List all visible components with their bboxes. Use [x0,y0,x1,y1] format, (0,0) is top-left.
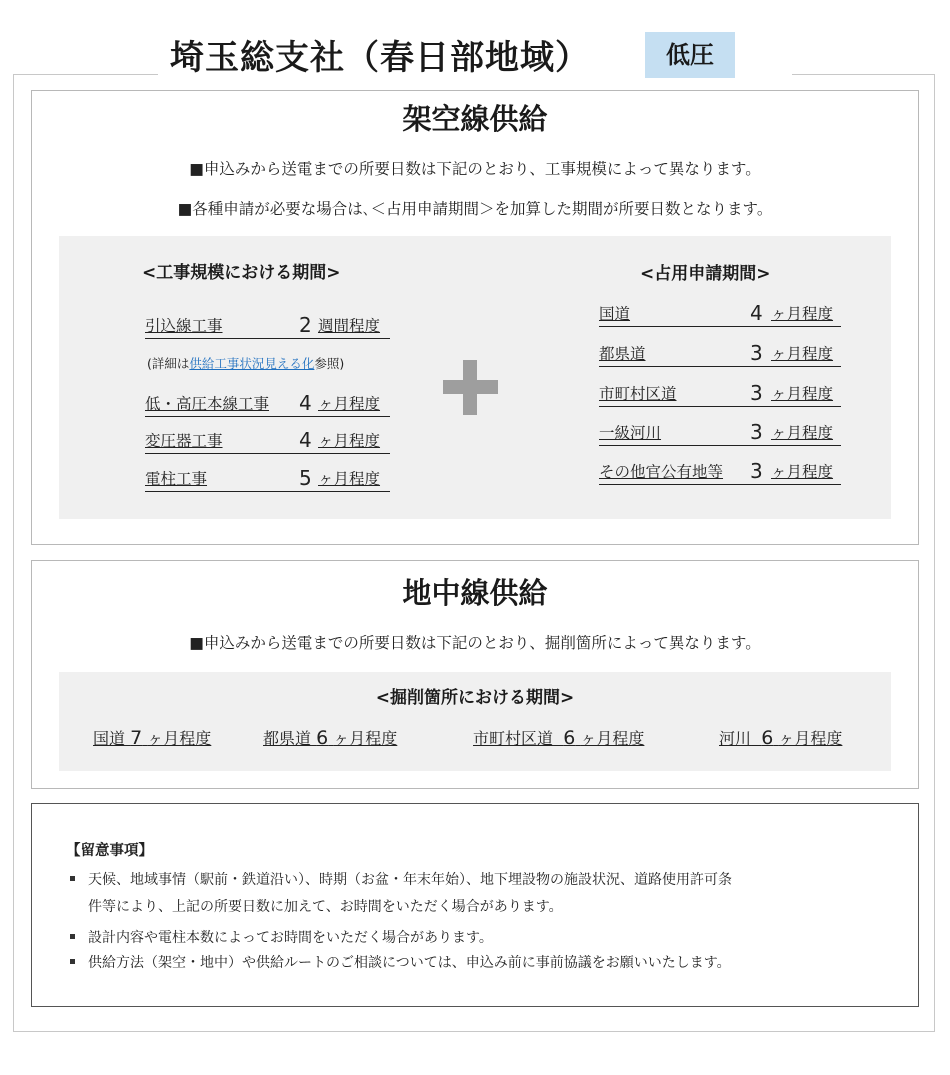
period-row [145,467,390,492]
notice-line: 天候、地域事情（駅前・鉄道沿い）、時期（お盆・年末年始）、地下埋設物の施設状況、道路使用許可条 [88,872,732,888]
occupancy-unit: ヶ月程度 [771,305,834,323]
occupancy-row [599,302,841,327]
excavation-item [263,726,397,749]
occupancy-row [599,342,841,367]
page-title: 埼玉総支社（春日部地域） [170,38,590,78]
excavation-name: 市町村区道 [473,729,554,748]
occupancy-name: その他官公有地等 [599,463,724,481]
period-number: 4 [299,428,312,452]
overhead-note-2: ■各種申請が必要な場合は､＜占用申請期間＞を加算した期間が所要日数となります。 [177,200,773,218]
notice-line: 設計内容や電柱本数によってお時間をいただく場合があります。 [88,930,493,946]
period-name: 電柱工事 [145,470,208,488]
occupancy-heading: <占用申請期間> [640,264,771,284]
excavation-item [719,726,842,749]
detail-note [147,354,344,372]
occupancy-number: 3 [750,341,763,365]
underground-section [31,560,919,789]
bullet-icon [70,876,75,881]
voltage-badge: 低圧 [645,32,735,78]
bullet-icon [70,959,75,964]
occupancy-row [599,421,841,446]
excavation-name: 都県道 [263,729,312,748]
occupancy-number: 3 [750,420,763,444]
excavation-name: 国道 [93,729,126,748]
excavation-number: 6 [563,727,576,749]
period-number: 5 [299,466,312,490]
period-name: 引込線工事 [145,317,223,335]
period-unit: ヶ月程度 [318,432,381,450]
period-unit: 週間程度 [318,317,381,335]
excavation-unit: ヶ月程度 [580,729,645,748]
period-row [145,314,390,339]
excavation-item [473,726,644,749]
occupancy-row [599,382,841,407]
period-number: 2 [299,313,312,337]
period-unit: ヶ月程度 [318,395,381,413]
underground-note: ■申込みから送電までの所要日数は下記のとおり、掘削箇所によって異なります。 [189,634,761,652]
notices-heading: 【留意事項】 [66,843,153,859]
period-row [145,392,390,417]
excavation-name: 河川 [719,729,752,748]
overhead-title: 架空線供給 [402,102,548,136]
period-name: 低・高圧本線工事 [145,395,270,413]
period-row [145,429,390,454]
excavation-unit: ヶ月程度 [778,729,843,748]
excavation-unit: ヶ月程度 [333,729,398,748]
occupancy-name: 国道 [599,305,631,323]
occupancy-number: 3 [750,381,763,405]
excavation-item [93,726,211,749]
occupancy-unit: ヶ月程度 [771,463,834,481]
period-number: 4 [299,391,312,415]
notice-line: 供給方法（架空・地中）や供給ルートのご相談については、申込み前に事前協議をお願いいたします。 [88,955,731,971]
occupancy-number: 3 [750,459,763,483]
occupancy-row [599,460,841,485]
occupancy-unit: ヶ月程度 [771,345,834,363]
overhead-note-1: ■申込みから送電までの所要日数は下記のとおり、工事規模によって異なります。 [189,160,761,178]
excavation-unit: ヶ月程度 [147,729,212,748]
page-header [0,28,950,84]
detail-suffix: 参照) [314,356,345,371]
excavation-number: 7 [130,727,143,749]
notice-line: 件等により、上記の所要日数に加えて、お時間をいただく場合があります。 [88,899,563,915]
occupancy-number: 4 [750,301,763,325]
occupancy-name: 市町村区道 [599,385,677,403]
excavation-heading: <掘削箇所における期間> [375,688,575,708]
detail-prefix: (詳細は [147,356,190,371]
plus-icon-bar [443,380,498,394]
bullet-icon [70,934,75,939]
excavation-number: 6 [316,727,329,749]
occupancy-unit: ヶ月程度 [771,424,834,442]
occupancy-name: 都県道 [599,345,646,363]
occupancy-name: 一級河川 [599,424,662,442]
excavation-number: 6 [761,727,774,749]
underground-title: 地中線供給 [402,576,548,610]
period-name: 変圧器工事 [145,432,223,450]
occupancy-unit: ヶ月程度 [771,385,834,403]
period-unit: ヶ月程度 [318,470,381,488]
title-area [158,28,792,84]
construction-scale-heading: <工事規模における期間> [142,263,341,283]
visualization-link[interactable]: 供給工事状況見える化 [189,356,315,371]
